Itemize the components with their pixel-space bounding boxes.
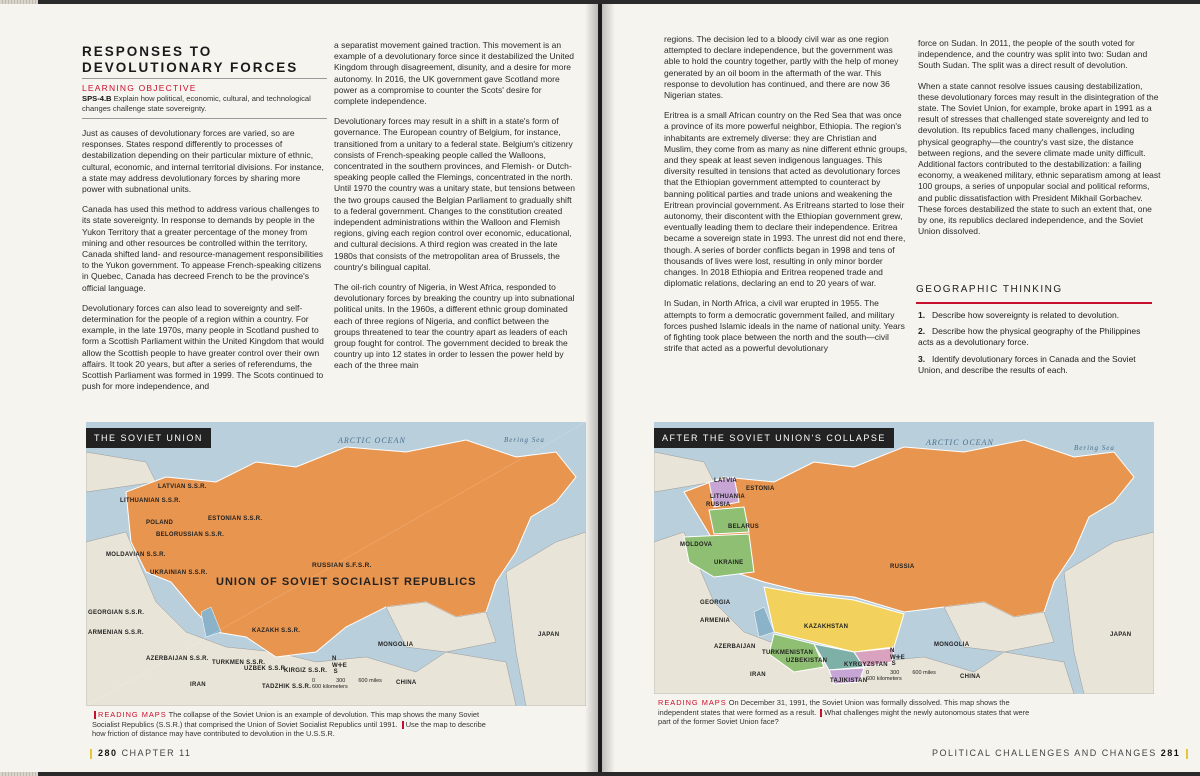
japan-label: JAPAN <box>1110 632 1132 638</box>
paragraph: Just as causes of devolutionary forces are varied, so are responses. States respond differently to processes of destabilization depending on their particular mixture of ethnic, cultural, economic, and internal territorial divisions. For instance, a state may address devolutionary forces by sharing more power with subnational units. <box>82 128 324 195</box>
scale-zero: 0 <box>866 670 870 676</box>
question-text: Describe how the physical geography of the Philippines acts as a devolutionary force. <box>918 326 1141 347</box>
page-number: 281 <box>1160 748 1181 758</box>
learning-objective-body: Explain how political, economic, cultural, and technological changes challenge state sovereignty. <box>82 94 311 113</box>
learning-objective-text <box>82 94 322 114</box>
kirgiz-label: KIRGIZ S.S.R. <box>284 668 328 674</box>
right-folio <box>932 748 1190 759</box>
geographic-thinking-rule <box>916 302 1152 304</box>
right-column-2 <box>918 38 1162 246</box>
page-number: 280 <box>98 748 118 758</box>
japan-label: JAPAN <box>538 632 560 638</box>
paragraph: The oil-rich country of Nigeria, in West Africa, responded to devolutionary forces by breaking the country up into subnational political units. In the 1960s, a different ethnic group dominated each of three regions of Nigeria, and conflict between the groups threatened to tear the country apart as leaders of each group fought for control. The government decided to break the country up into 12 states in order to lessen the power held by each of the three main <box>334 282 575 371</box>
section-title-line2: DEVOLUTIONARY FORCES <box>82 60 299 75</box>
scale-km: 600 kilometers <box>312 684 348 690</box>
question-1 <box>918 310 1150 321</box>
scale-miles: 600 miles <box>358 678 382 684</box>
left-folio <box>88 748 191 759</box>
lithuania-label: LITHUANIA <box>710 494 746 500</box>
question-text: Identify devolutionary forces in Canada and the Soviet Union, and describe the results of each. <box>918 354 1136 375</box>
arctic-ocean-label: ARCTIC OCEAN <box>338 436 406 445</box>
learning-objective-code: SPS-4.B <box>82 94 112 103</box>
china-label: CHINA <box>396 680 417 686</box>
paragraph: Eritrea is a small African country on the Red Sea that was once a province of its more powerful neighbor, Ethiopia. The region's inhabitants are extremely diverse: they are Christian and Muslim, they come from as many as nine different ethnic groups, and they speak at least seven indigenous languages. This diversity resulted in tensions that acted as devolutionary forces that the Ethiopian government attempted to counteract by banning political parties and trade unions and weakening the Eritrean provincial government. As Eritreans started to lose their autonomy, their discontent with the Ethiopian government grew, eventually leading them to declare their independence. Eritrea became a sovereign state in 1993. The unrest did not end there, though. A series of border conflicts began in 1998 and tens of thousands of lives were lost, resulting in only minor border changes. In 2018 Ethiopia and Eritrea reopened trade and diplomatic relations, declaring an end to 20 years of war. <box>664 110 908 289</box>
scale-300: 300 <box>336 678 346 684</box>
paragraph: In Sudan, in North Africa, a civil war erupted in 1955. The attempts to form a democratic government failed, and military forces pushed Islamic ideals in the name of national unity. Years of fighting took place between the north and the south—civil strife that acted as a powerful devolutionary <box>664 298 905 354</box>
georgian-label: GEORGIAN S.S.R. <box>88 610 145 616</box>
ussr-label: UNION OF SOVIET SOCIALIST REPUBLICS <box>216 576 477 588</box>
right-page <box>602 4 1200 772</box>
book-gutter <box>585 4 615 772</box>
left-column-2 <box>334 40 576 381</box>
belarus-label: BELARUS <box>728 524 760 530</box>
caption-heading: READING MAPS <box>658 698 727 707</box>
azerbaijan-label: AZERBAIJAN S.S.R. <box>146 656 209 662</box>
russia-label: RUSSIA <box>890 564 915 570</box>
right-column-1 <box>664 34 908 363</box>
belorussian-label: BELORUSSIAN S.S.R. <box>156 532 225 538</box>
russia-kaliningrad-label: RUSSIA <box>706 502 731 508</box>
section-title-line1: RESPONSES TO <box>82 44 213 59</box>
map-label: AFTER THE SOVIET UNION'S COLLAPSE <box>654 428 894 448</box>
geographic-thinking-heading: GEOGRAPHIC THINKING <box>916 284 1063 295</box>
learning-objective-heading: LEARNING OBJECTIVE <box>82 83 197 93</box>
ukraine-label: UKRAINE <box>714 560 744 566</box>
turkmenistan-label: TURKMENISTAN <box>762 650 814 656</box>
lithuanian-label: LITHUANIAN S.S.R. <box>120 498 181 504</box>
tajikistan-label: TAJIKISTAN <box>830 678 868 684</box>
caption-question: What challenges might the newly autonomous states that were part of the former Soviet Union face? <box>658 707 1030 727</box>
kazakh-label: KAZAKH S.S.R. <box>252 628 301 634</box>
mongolia-label: MONGOLIA <box>378 642 414 648</box>
compass-rose-icon: N W✛E S <box>890 648 905 667</box>
map-label: THE SOVIET UNION <box>86 428 211 448</box>
question-number: 3. <box>918 354 926 364</box>
kyrgyzstan-label: KYRGYZSTAN <box>844 662 888 668</box>
turkmen-label: TURKMEN S.S.R. <box>212 660 266 666</box>
post-soviet-map <box>654 422 1154 694</box>
soviet-union-map <box>86 422 586 706</box>
russian-sfsr-label: RUSSIAN S.F.S.R. <box>312 562 372 569</box>
left-column-1 <box>82 128 324 401</box>
china-label: CHINA <box>960 674 981 680</box>
bering-sea-label: Bering Sea <box>1074 444 1115 452</box>
right-map-caption <box>658 698 1038 727</box>
scale-300: 300 <box>890 670 900 676</box>
paragraph: regions. The decision led to a bloody civil war as one region attempted to declare independence, but the government was able to hold the country together, partly with the help of money generated by an oil boom in the aftermath of the war. This response to devolution has continued, and there are now 36 Nigerian states. <box>664 34 899 101</box>
question-marker <box>820 709 822 717</box>
scale-zero: 0 <box>312 678 316 684</box>
map-scale <box>312 678 382 690</box>
iran-label: IRAN <box>190 682 206 688</box>
question-marker <box>402 721 404 729</box>
question-number: 2. <box>918 326 926 336</box>
armenia-label: ARMENIA <box>700 618 731 624</box>
azerbaijan-label: AZERBAIJAN <box>714 644 756 650</box>
compass-rose-icon: N W✛E S <box>332 656 347 675</box>
section-title <box>82 44 298 76</box>
estonia-label: ESTONIA <box>746 486 775 492</box>
scale-miles: 600 miles <box>912 670 936 676</box>
uzbek-label: UZBEK S.S.R. <box>244 666 288 672</box>
question-number: 1. <box>918 310 926 320</box>
caption-heading: READING MAPS <box>98 710 167 719</box>
tadzhik-label: TADZHIK S.S.R. <box>262 684 312 690</box>
georgia-label: GEORGIA <box>700 600 731 606</box>
chapter-label: CHAPTER 11 <box>121 748 192 758</box>
bering-sea-label: Bering Sea <box>504 436 545 444</box>
left-page <box>0 4 598 772</box>
ukrainian-label: UKRAINIAN S.S.R. <box>150 570 208 576</box>
map-scale <box>866 670 936 682</box>
objective-rule <box>82 118 327 119</box>
armenian-label: ARMENIAN S.S.R. <box>88 630 144 636</box>
paragraph: Devolutionary forces can also lead to sovereignty and self-determination for the people of a region within a country. For example, in the late 1970s, many people in Scotland pushed to form a Scottish Parliament within the United Kingdom that would allow the Scottish people to have greater control over their own affairs. It took 20 years, but after a series of referendums, the Scottish Parliament was formed in 1999. The Scots continued to push for more independence, and <box>82 302 324 392</box>
land-east <box>506 532 586 706</box>
paragraph: force on Sudan. In 2011, the people of the south voted for independence, and the country was split into two: Sudan and South Sudan. The split was a direct result of devolution. <box>918 38 1148 71</box>
iran-label: IRAN <box>750 672 766 678</box>
poland-label: POLAND <box>146 520 174 526</box>
caption-text: On December 31, 1991, the Soviet Union was formally dissolved. This map shows the independent states that were formed as a result. <box>658 698 1010 717</box>
paragraph: Canada has used this method to address various challenges to its state sovereignty. In response to demands by people in the Yukon Territory that a greater percentage of the money from mining and other resources be controlled within the territory, Canada shifted land- and resource-management responsibilities to the Yukon government. To appease French-speaking citizens in Quebec, Canada has decreed French to be the province's official language. <box>82 204 323 293</box>
latvia-label: LATVIA <box>714 478 738 484</box>
latvian-label: LATVIAN S.S.R. <box>158 484 207 490</box>
running-head: POLITICAL CHALLENGES AND CHANGES <box>932 748 1157 758</box>
land-east <box>1064 532 1154 694</box>
question-2 <box>918 326 1150 348</box>
question-3 <box>918 354 1150 376</box>
folio-marker <box>1186 749 1188 759</box>
paragraph: When a state cannot resolve issues causing destabilization, these devolutionary forces may result in the disintegration of the state. The Soviet Union, for example, broke apart in 1991 as a result of stresses that challenged state sovereignty and led to devolution. Its republics faced many challenges, including physical geography—the country's vast size, the distance between regions, and the severe climate made unity difficult. Additional factors contributed to the destabilization: a failing economy, a weakened military, ethnic separatism among at least 100 groups, a series of unpopular social and political reforms, and public dissatisfaction with President Mikhail Gorbachev. These forces destabilized the state to such an extent that, one by one, its republics declared independence, and the Soviet Union dissolved. <box>918 80 1161 237</box>
question-text: Describe how sovereignty is related to devolution. <box>932 310 1120 320</box>
scale-km: 600 kilometers <box>866 676 902 682</box>
caption-question: Use the map to describe how friction of distance may have contributed to devolution in the U.S.S.R. <box>92 719 486 739</box>
mongolia-label: MONGOLIA <box>934 642 970 648</box>
moldova-label: MOLDOVA <box>680 542 713 548</box>
title-rule <box>82 78 327 79</box>
left-map-caption <box>92 710 492 739</box>
moldavian-label: MOLDAVIAN S.S.R. <box>106 552 166 558</box>
arctic-ocean-label: ARCTIC OCEAN <box>926 438 994 447</box>
folio-marker <box>90 749 92 759</box>
uzbekistan-label: UZBEKISTAN <box>786 658 828 664</box>
paragraph: Devolutionary forces may result in a shift in a state's form of governance. The European country of Belgium, for instance, transitioned from a unitary to a federal state. Belgium's citizenry consists of French-speaking people called the Walloons, concentrated in the southern provinces, and Flemish- or Dutch-speaking people called the Flemings, concentrated in the north. Until 1970 the country was a unitary state, but tensions between the two groups caused the Belgian Parliament to gradually shift to a federal government. Changes to the constitution created independent administrations within the Walloon and Flemish regions, giving each region control over economic, educational, and cultural decisions. A third region was created in the late 1980s that consists of the metropolitan area of Brussels, the country's bilingual capital. <box>334 116 575 272</box>
paragraph: a separatist movement gained traction. This movement is an example of a devolutionary force since it destabilized the United Kingdom through disagreement, disunity, and a desire for more autonomy. In 2016, the UK government gave Scotland more power as a compromise to counter the Scots' desire for complete independence. <box>334 40 575 107</box>
estonian-label: ESTONIAN S.S.R. <box>208 516 263 522</box>
caption-text: The collapse of the Soviet Union is an example of devolution. This map shows the many Soviet Socialist Republics (S.S.R.) that comprised the Union of Soviet Socialist Republics until 1991. <box>92 710 480 729</box>
caption-marker <box>94 711 96 719</box>
kazakhstan-label: KAZAKHSTAN <box>804 624 849 630</box>
ussr-territory <box>126 440 576 657</box>
